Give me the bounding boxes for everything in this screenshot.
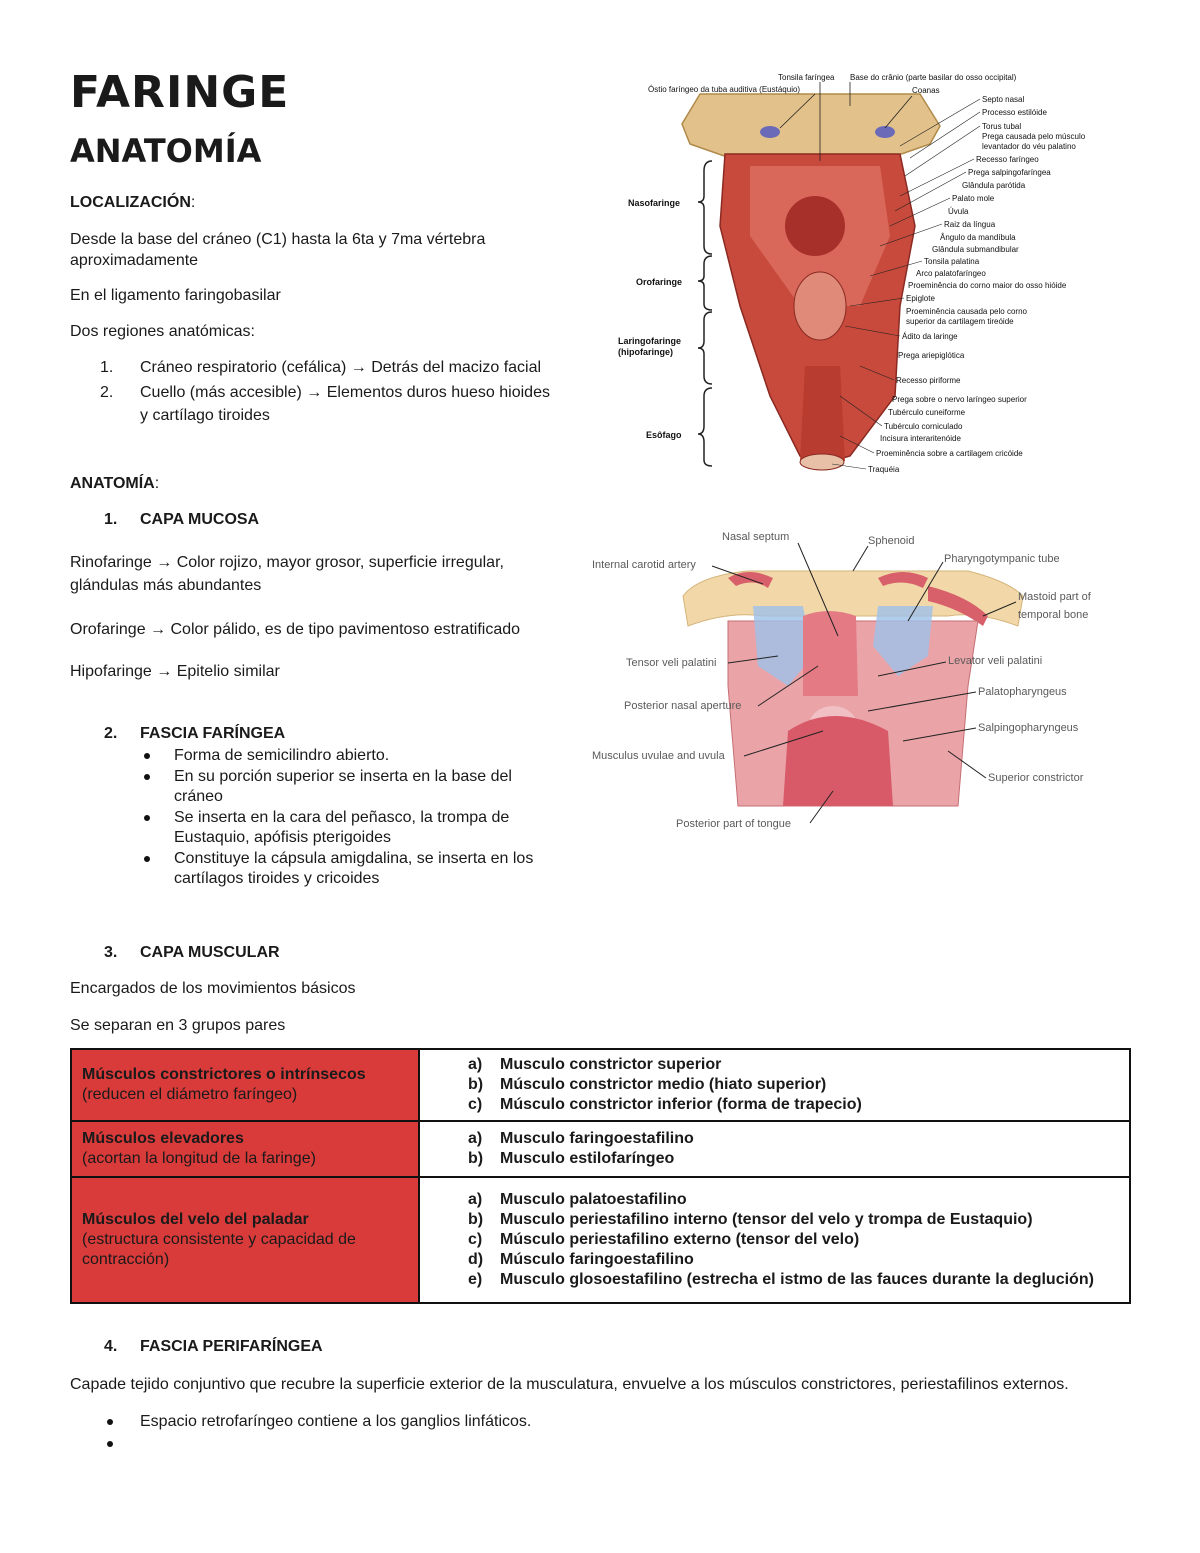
region-label: Nasofaringe [628, 198, 681, 208]
table-cell-category: Músculos del velo del paladar (estructura consistente y capacidad de contracción) [71, 1177, 419, 1303]
esophagus-shape [800, 366, 845, 461]
svg-text:Ângulo da mandíbula: Ângulo da mandíbula [940, 233, 1016, 242]
svg-text:Prega sobre o nervo laríngeo s: Prega sobre o nervo laríngeo superior [892, 395, 1027, 404]
svg-text:Palato mole: Palato mole [952, 194, 995, 203]
tonsil-shape [785, 196, 845, 256]
svg-text:Prega causada pelo músculo: Prega causada pelo músculo [982, 132, 1086, 141]
region-label: (hipofaringe) [618, 347, 673, 357]
figure-label: Posterior nasal aperture [624, 700, 742, 712]
list-item: 2. Cuello (más accesible) → Elementos duros hueso hioides y cartílago tiroides [100, 384, 550, 424]
svg-text:Úvula: Úvula [948, 207, 969, 216]
list-item: En su porción superior se inserta en la base del cráneo [70, 767, 560, 807]
svg-text:Proeminência do corno maior do: Proeminência do corno maior do osso hióide [908, 281, 1067, 290]
figure-label: Tensor veli palatini [626, 657, 717, 669]
trachea-shape [800, 454, 844, 470]
svg-text:Glândula submandibular: Glândula submandibular [932, 245, 1019, 254]
table-row [71, 1177, 1130, 1303]
fascia-perifaringea-heading: 4. FASCIA PERIFARÍNGEA [104, 1338, 323, 1355]
svg-text:Incisura interaritenóide: Incisura interaritenóide [880, 434, 961, 443]
brace-shape [698, 161, 712, 254]
svg-text:Tonsila palatina: Tonsila palatina [924, 257, 980, 266]
capa-muscular-p2: Se separan en 3 grupos pares [70, 1017, 286, 1034]
choana-left-shape [760, 126, 780, 138]
svg-text:Epiglote: Epiglote [906, 294, 935, 303]
capa-mucosa-section [70, 509, 570, 682]
epiglottis-shape [794, 272, 846, 340]
figure-label: Nasal septum [722, 531, 790, 543]
figure-label: Base do crânio (parte basilar do osso occipital) [850, 73, 1017, 82]
svg-text:Tubérculo corniculado: Tubérculo corniculado [884, 422, 963, 431]
region-label: Orofaringe [636, 277, 683, 287]
capa-muscular-section [70, 942, 670, 1036]
fascia-perifaringea-p1: Capade tejido conjuntivo que recubre la superficie exterior de la musculatura, envuelve a los músculos constrictores, periestafilinos externos. [70, 1376, 1069, 1393]
capa-muscular-p1: Encargados de los movimientos básicos [70, 980, 356, 997]
figure-label: Sphenoid [868, 535, 915, 547]
svg-text:Proeminência causada pelo corn: Proeminência causada pelo corno [906, 307, 1027, 316]
figure-label: temporal bone [1018, 609, 1089, 621]
list-item: Se inserta en la cara del peñasco, la trompa de Eustaquio, apófisis pterigoides [70, 808, 560, 848]
figure-label: Levator veli palatini [948, 655, 1043, 667]
skull-base-shape [682, 94, 940, 158]
table-cell-items: a) Musculo faringoestafilino b) Musculo estilofaríngeo [419, 1121, 1130, 1177]
table-cell-items: a) Musculo palatoestafilino b) Musculo periestafilino interno (tensor del velo y trompa de Eustaquio) c) Músculo periestafilino externo (tensor del velo) d) Músculo faringoestafilino e) Musculo glosoestafilino (estrecha el istmo de las fauces durante la deglución) [419, 1177, 1130, 1303]
list-item: Constituye la cápsula amigdalina, se inserta en los cartílagos tiroides y cricoides [70, 849, 560, 889]
region-label: Esôfago [646, 430, 682, 440]
localizacion-heading: LOCALIZACIÓN: [70, 194, 196, 211]
svg-text:superior da cartilagem tireóid: superior da cartilagem tireóide [906, 317, 1014, 326]
figure-label: Mastoid part of [1018, 591, 1091, 603]
svg-text:Torus tubal: Torus tubal [982, 122, 1022, 131]
hipofaringe-text: Hipofaringe → Epitelio similar [70, 663, 280, 680]
table-row [71, 1121, 1130, 1177]
svg-text:Septo nasal: Septo nasal [982, 95, 1025, 104]
list-item: Forma de semicilindro abierto. [70, 746, 560, 766]
fascia-faringea-heading: 2. FASCIA FARÍNGEA [104, 725, 286, 742]
pharynx-posterior-figure [600, 66, 1120, 486]
anatomia-heading: ANATOMÍA: [70, 475, 160, 492]
svg-text:Recesso piriforme: Recesso piriforme [896, 376, 961, 385]
septum-shape [803, 611, 858, 696]
tongue-shape [783, 716, 893, 806]
figure-label: Coanas [912, 86, 940, 95]
svg-text:Proeminência sobre a cartilage: Proeminência sobre a cartilagem cricóide [876, 449, 1023, 458]
svg-text:Tubérculo cuneiforme: Tubérculo cuneiforme [888, 408, 966, 417]
svg-text:Recesso faríngeo: Recesso faríngeo [976, 155, 1039, 164]
svg-text:Arco palatofaríngeo: Arco palatofaríngeo [916, 269, 986, 278]
fascia-perifaringea-section [70, 1336, 1130, 1455]
figure-label: Musculus uvulae and uvula [592, 750, 725, 762]
page-subtitle: ANATOMÍA [70, 132, 262, 170]
svg-text:Prega ariepiglótica: Prega ariepiglótica [898, 351, 965, 360]
figure-label: Palatopharyngeus [978, 686, 1067, 698]
brace-shape [698, 256, 712, 310]
svg-text:levantador do véu palatino: levantador do véu palatino [982, 142, 1076, 151]
figure-label: Tonsila faríngea [778, 73, 835, 82]
localizacion-p3: Dos regiones anatómicas: [70, 323, 255, 340]
pharynx-muscles-figure [588, 526, 1120, 838]
figure-label: Óstio faríngeo da tuba auditiva (Eustáquio) [648, 85, 801, 94]
table-row [71, 1049, 1130, 1121]
list-item [70, 1433, 1130, 1455]
localizacion-p1: Desde la base del cráneo (C1) hasta la 6ta y 7ma vértebra aproximadamente [70, 231, 486, 269]
orofaringe-text: Orofaringe → Color pálido, es de tipo pavimentoso estratificado [70, 621, 521, 638]
list-item: 1. Cráneo respiratorio (cefálica) → Detrás del macizo facial [100, 359, 542, 376]
svg-text:Processo estilóide: Processo estilóide [982, 108, 1047, 117]
figure-label: Superior constrictor [988, 772, 1084, 784]
svg-text:Traquéia: Traquéia [868, 465, 900, 474]
brace-shape [698, 388, 712, 466]
capa-muscular-heading: 3. CAPA MUSCULAR [104, 944, 280, 961]
localizacion-section [70, 192, 570, 427]
table-cell-category: Músculos elevadores (acortan la longitud de la faringe) [71, 1121, 419, 1177]
fascia-faringea-section [70, 723, 560, 890]
capa-mucosa-heading: 1. CAPA MUCOSA [104, 511, 260, 528]
localizacion-p2: En el ligamento faringobasilar [70, 287, 281, 304]
figure-label: Posterior part of tongue [676, 818, 791, 830]
regiones-list [70, 356, 550, 427]
svg-text:Glândula parótida: Glândula parótida [962, 181, 1026, 190]
list-item: Espacio retrofaríngeo contiene a los ganglios linfáticos. [70, 1411, 1130, 1433]
svg-text:Prega salpingofaríngea: Prega salpingofaríngea [968, 168, 1051, 177]
page-title: FARINGE [70, 67, 290, 118]
brace-shape [698, 312, 712, 384]
figure-label: Pharyngotympanic tube [944, 553, 1060, 565]
region-label: Laringofaringe [618, 336, 682, 346]
table-cell-category: Músculos constrictores o intrínsecos (reducen el diámetro faríngeo) [71, 1049, 419, 1121]
svg-text:Raiz da língua: Raiz da língua [944, 220, 996, 229]
muscle-table [70, 1048, 1131, 1304]
svg-text:Ádito da laringe: Ádito da laringe [902, 332, 958, 341]
figure-label: Internal carotid artery [592, 559, 696, 571]
figure-label: Salpingopharyngeus [978, 722, 1079, 734]
table-cell-items: a) Musculo constrictor superior b) Músculo constrictor medio (hiato superior) c) Músculo constrictor inferior (forma de trapecio) [419, 1049, 1130, 1121]
rinofaringe-text: Rinofaringe → Color rojizo, mayor grosor, superficie irregular, glándulas más abundantes [70, 554, 504, 594]
